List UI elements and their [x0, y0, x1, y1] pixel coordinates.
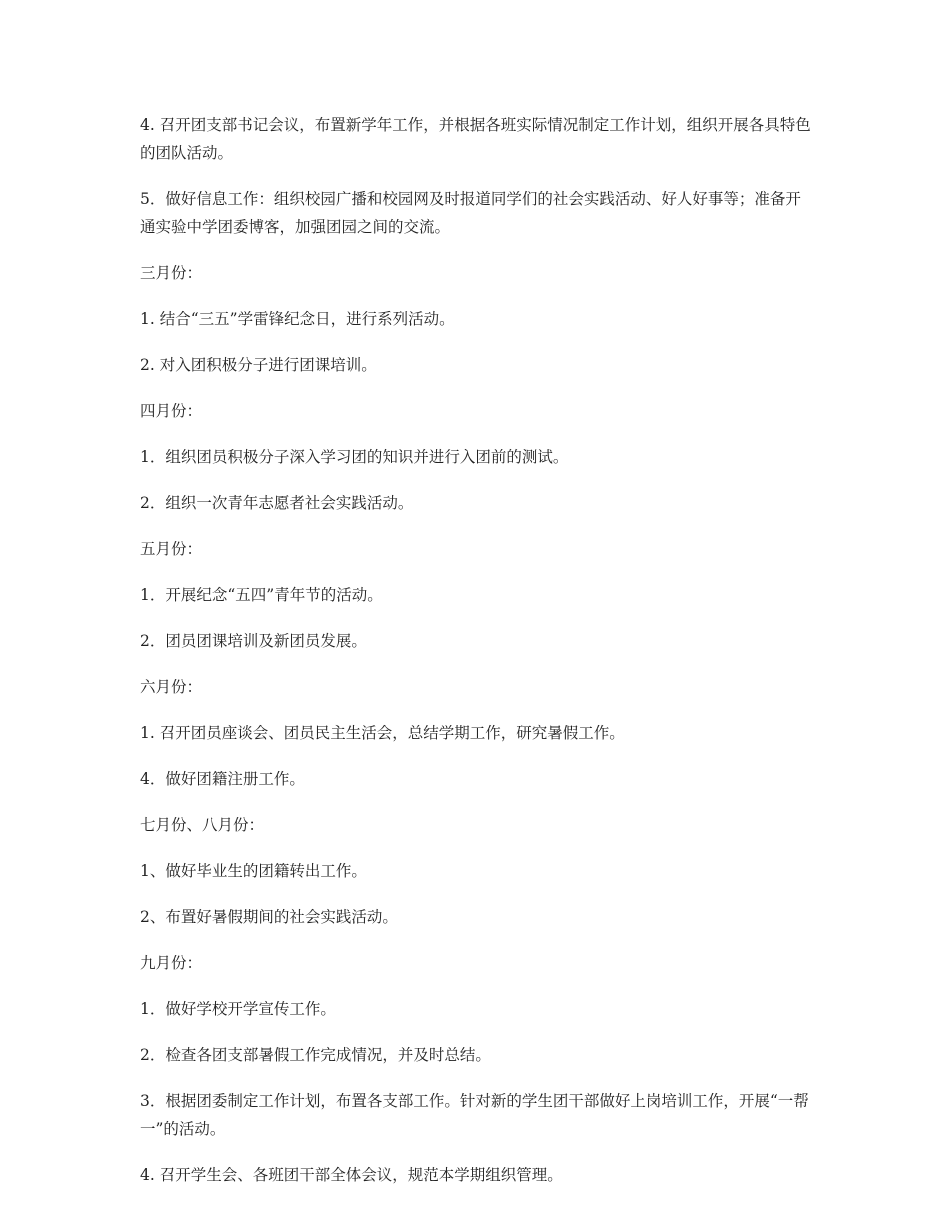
- paragraph-april-item-2: 2．组织一次青年志愿者社会实践活动。: [140, 494, 414, 512]
- paragraph-item-4-branch-secretary-meeting: 4. 召开团支部书记会议，布置新学年工作，并根据各班实际情况制定工作计划，组织开展各具特色的团队活动。: [140, 116, 811, 162]
- paragraph-july-item-1: 1、做好毕业生的团籍转出工作。: [140, 862, 367, 880]
- paragraph-september-item-3: 3．根据团委制定工作计划，布置各支部工作。针对新的学生团干部做好上岗培训工作，开展“一帮一”的活动。: [140, 1092, 809, 1138]
- paragraph-june-item-1: 1. 召开团员座谈会、团员民主生活会，总结学期工作，研究暑假工作。: [140, 724, 625, 742]
- paragraph-september-item-2: 2．检查各团支部暑假工作完成情况，并及时总结。: [140, 1046, 491, 1064]
- section-heading-september: 九月份：: [140, 954, 203, 972]
- section-heading-may: 五月份：: [140, 540, 203, 558]
- paragraph-september-item-1: 1．做好学校开学宣传工作。: [140, 1000, 336, 1018]
- section-heading-july-august: 七月份、八月份：: [140, 816, 265, 834]
- section-heading-april: 四月份：: [140, 402, 203, 420]
- document-page: [140, 111, 812, 1207]
- paragraph-may-item-1: 1．开展纪念“五四”青年节的活动。: [140, 586, 383, 604]
- section-heading-june: 六月份：: [140, 678, 203, 696]
- paragraph-march-item-1: 1. 结合“三五”学雷锋纪念日，进行系列活动。: [140, 310, 455, 328]
- paragraph-april-item-1: 1．组织团员积极分子深入学习团的知识并进行入团前的测试。: [140, 448, 569, 466]
- paragraph-june-item-4: 4．做好团籍注册工作。: [140, 770, 305, 788]
- paragraph-may-item-2: 2．团员团课培训及新团员发展。: [140, 632, 367, 650]
- paragraph-september-item-4: 4. 召开学生会、各班团干部全体会议，规范本学期组织管理。: [140, 1166, 563, 1184]
- paragraph-july-item-2: 2、布置好暑假期间的社会实践活动。: [140, 908, 398, 926]
- paragraph-march-item-2: 2. 对入团积极分子进行团课培训。: [140, 356, 377, 374]
- paragraph-item-5-information-work: 5．做好信息工作：组织校园广播和校园网及时报道同学们的社会实践活动、好人好事等；准备开通实验中学团委博客，加强团园之间的交流。: [140, 190, 801, 236]
- section-heading-march: 三月份：: [140, 264, 203, 282]
